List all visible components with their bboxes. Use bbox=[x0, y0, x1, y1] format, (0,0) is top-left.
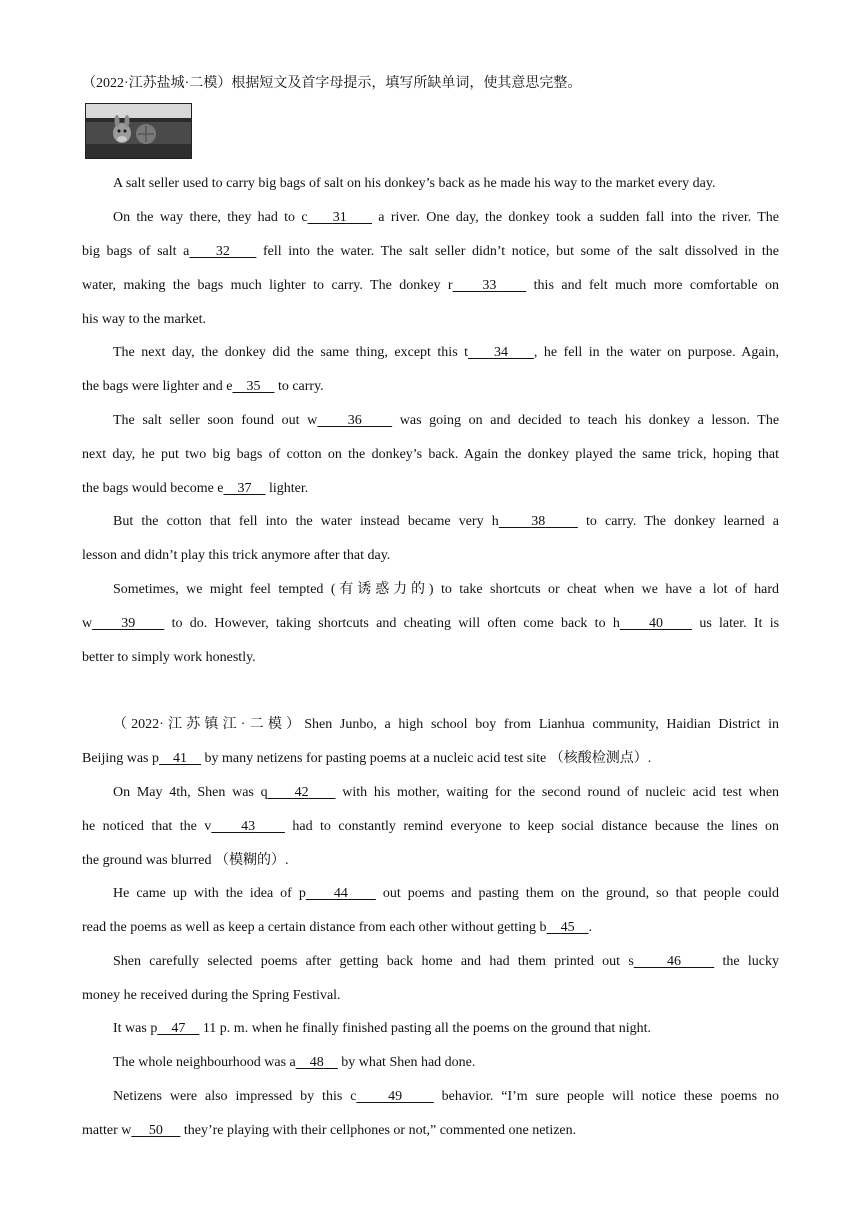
s1-text: , he fell in the water on purpose. Again, bbox=[533, 345, 780, 360]
s1-line-14 bbox=[82, 614, 779, 634]
s1-text: lighter. bbox=[269, 481, 309, 496]
s1-text: a bbox=[372, 210, 385, 225]
section2-header: （2022·江苏镇江·二模）Shen Junbo, a high school boy from Lianhua community, Haidian District in bbox=[113, 717, 779, 732]
s1-text: On the way there, they had to c bbox=[113, 210, 308, 225]
s2-text: It was p bbox=[113, 1021, 158, 1036]
s2-text: Netizens were also impressed by this c bbox=[113, 1089, 357, 1104]
s2-line-7 bbox=[82, 952, 779, 972]
s2-text: by what Shen had done. bbox=[341, 1055, 476, 1070]
s1-line-1: A salt seller used to carry big bags of salt on his donkey’s back as he made his way to the market every day. bbox=[113, 176, 716, 191]
s2-text: he noticed that the v bbox=[82, 819, 212, 834]
s2-text: Shen carefully selected poems after getting back home and had them printed out s bbox=[113, 954, 634, 969]
s1-text: the bags were lighter and e bbox=[82, 379, 233, 394]
s1-line-15: better to simply work honestly. bbox=[82, 650, 256, 665]
blank-33[interactable]: 33 bbox=[482, 278, 497, 293]
s2-text: the lucky bbox=[722, 954, 780, 969]
s2-text: read the poems as well as keep a certain distance from each other without getting b bbox=[82, 920, 547, 935]
s2-text: matter w bbox=[82, 1123, 132, 1138]
s2-text: they’re playing with their cellphones or not,” commented one netizen. bbox=[183, 1123, 577, 1138]
s1-line-9: next day, he put two big bags of cotton on the donkey’s back. Again the donkey played the same trick, hoping that bbox=[82, 447, 779, 462]
s2-text: . bbox=[588, 920, 593, 935]
s2-line-8: money he received during the Spring Festival. bbox=[82, 988, 341, 1003]
s1-text: us later. It is bbox=[699, 616, 780, 631]
s1-line-12: lesson and didn’t play this trick anymore after that day. bbox=[82, 548, 391, 563]
s2-text: with his mother, waiting for the second round of nucleic acid test when bbox=[342, 785, 780, 800]
s1-line-7 bbox=[82, 377, 779, 397]
blank-34[interactable]: 34 bbox=[493, 345, 508, 360]
s2-text: Beijing was p bbox=[82, 751, 159, 766]
s1-line-8 bbox=[82, 411, 779, 431]
blank-32[interactable]: 32 bbox=[215, 244, 230, 259]
donkey-picture bbox=[85, 103, 192, 159]
s1-line-5: his way to the market. bbox=[82, 312, 207, 327]
s2-text: had to constantly remind everyone to keep social distance because the lines on bbox=[292, 819, 780, 834]
s1-line-10 bbox=[82, 479, 779, 499]
s2-line-10 bbox=[82, 1053, 779, 1073]
blank-37[interactable]: 37 bbox=[237, 481, 252, 496]
s1-line-2 bbox=[82, 208, 779, 228]
s2-text: On May 4th, Shen was q bbox=[113, 785, 268, 800]
s2-line-3 bbox=[82, 817, 779, 837]
s1-text: to do. However, taking shortcuts and cheating will often come back to h bbox=[171, 616, 620, 631]
s1-line-13: Sometimes, we might feel tempted (有诱惑力的) to take shortcuts or cheat when we have a lot of hard bbox=[113, 582, 779, 597]
s1-line-3 bbox=[82, 242, 779, 262]
blank-36[interactable]: 36 bbox=[347, 413, 362, 428]
blank-44[interactable]: 44 bbox=[333, 886, 348, 901]
blank-41[interactable]: 41 bbox=[173, 751, 187, 766]
s2-line-4: the ground was blurred （模糊的）. bbox=[82, 853, 289, 868]
s1-text: fell into the water. The salt seller didn’t notice, but some of the salt dissolved in the bbox=[263, 244, 780, 259]
s2-line-11 bbox=[82, 1087, 779, 1107]
s1-text: to carry. The donkey learned a bbox=[585, 514, 779, 529]
s1-text: was going on and decided to teach his donkey a lesson. The bbox=[399, 413, 780, 428]
s2-line-5 bbox=[82, 884, 779, 904]
s2-line-12 bbox=[82, 1121, 779, 1141]
blank-48[interactable]: 48 bbox=[309, 1055, 324, 1070]
blank-46[interactable]: 46 bbox=[666, 954, 681, 969]
blank-40[interactable]: 40 bbox=[648, 616, 663, 631]
s2-text: He came up with the idea of p bbox=[113, 886, 306, 901]
blank-39[interactable]: 39 bbox=[121, 616, 136, 631]
s1-text: big bags of salt a bbox=[82, 244, 190, 259]
s2-line-6 bbox=[82, 918, 779, 938]
s2-line-2 bbox=[82, 783, 779, 803]
s2-text: 11 p. m. when he finally finished pasting all the poems on the ground that night. bbox=[202, 1021, 652, 1036]
blank-43[interactable]: 43 bbox=[241, 819, 256, 834]
s1-text: The next day, the donkey did the same thing, except this t bbox=[113, 345, 469, 360]
blank-50[interactable]: 50 bbox=[148, 1123, 163, 1138]
s1-text: the bags would become e bbox=[82, 481, 224, 496]
s1-text: w bbox=[82, 616, 93, 631]
s2-text: behavior. “I’m sure people will notice these poems no bbox=[441, 1089, 780, 1104]
s1-line-6 bbox=[82, 343, 779, 363]
donkey-illustration-icon bbox=[86, 104, 191, 158]
blank-31[interactable]: 31 bbox=[332, 210, 347, 225]
s1-line-4 bbox=[82, 276, 779, 296]
s1-text: water, making the bags much lighter to carry. The donkey r bbox=[82, 278, 453, 293]
blank-49[interactable]: 49 bbox=[388, 1089, 403, 1104]
s1-text: river. One day, the donkey took a sudden fall into the river. The bbox=[390, 210, 780, 225]
s2-text: The whole neighbourhood was a bbox=[113, 1055, 296, 1070]
blank-47[interactable]: 47 bbox=[171, 1021, 186, 1036]
s1-text: to carry. bbox=[277, 379, 324, 394]
blank-35[interactable]: 35 bbox=[246, 379, 261, 394]
s2-text: by many netizens for pasting poems at a nucleic acid test site （核酸检测点）. bbox=[204, 751, 652, 766]
s2-text: out poems and pasting them on the ground, so that people could bbox=[382, 886, 780, 901]
s1-line-11 bbox=[82, 512, 779, 532]
blank-38[interactable]: 38 bbox=[531, 514, 546, 529]
s1-text: But the cotton that fell into the water instead became very h bbox=[113, 514, 499, 529]
blank-45[interactable]: 45 bbox=[560, 920, 575, 935]
section1-header: （2022·江苏盐城·二模）根据短文及首字母提示，填写所缺单词，使其意思完整。 bbox=[82, 76, 582, 91]
blank-42[interactable]: 42 bbox=[294, 785, 309, 800]
s2-line-9 bbox=[82, 1019, 779, 1039]
s2-line-1 bbox=[82, 749, 779, 769]
s1-text: The salt seller soon found out w bbox=[113, 413, 318, 428]
s1-text: this and felt much more comfortable on bbox=[533, 278, 779, 293]
